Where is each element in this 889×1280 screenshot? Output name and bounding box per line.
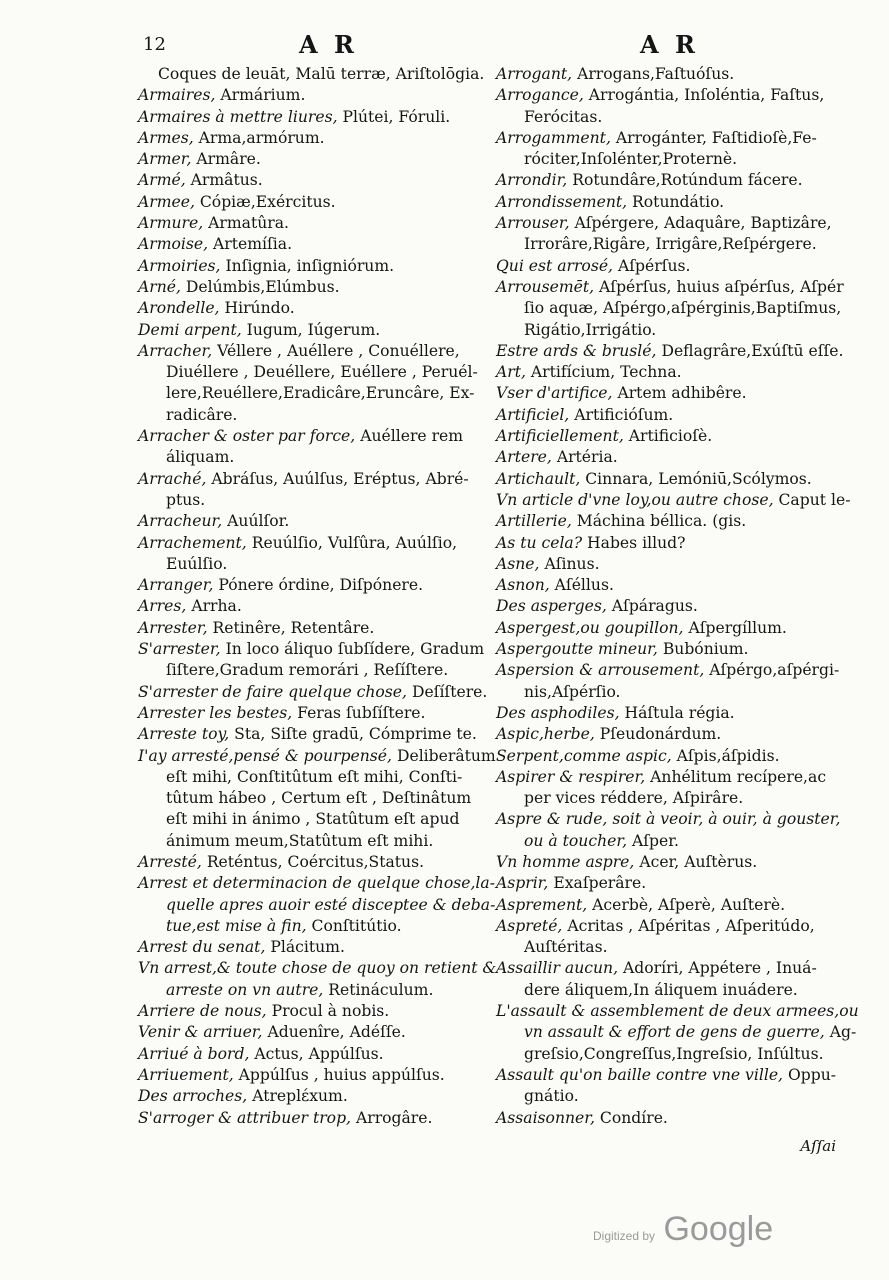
- entry-latin: Delúmbis,Elúmbus.: [180, 277, 340, 296]
- entry-latin: Diuéllere , Deuéllere, Euéllere , Peruél-: [166, 363, 478, 382]
- entry-latin: Plácitum.: [265, 938, 345, 957]
- entry-headword: Asnon,: [496, 576, 550, 595]
- entry-headword: Des asperges,: [496, 597, 607, 616]
- dictionary-entry-line: [496, 170, 846, 191]
- entry-latin: ſio aquæ, Aſpérgo,aſpérginis,Baptiſmus,: [524, 299, 842, 318]
- dictionary-entry-line: [138, 447, 483, 468]
- entry-headword: Armaires à mettre liures,: [138, 107, 338, 126]
- entry-headword: L'assault & assemblement de deux armees,ou: [496, 1002, 859, 1021]
- dictionary-entry-line: [138, 724, 483, 745]
- dictionary-entry-line: [138, 405, 483, 426]
- entry-headword: Arrogance,: [496, 86, 584, 105]
- dictionary-entry-line: [138, 682, 488, 703]
- entry-latin: ptus.: [166, 490, 206, 509]
- entry-latin: Artificióſum.: [569, 405, 674, 424]
- entry-headword: Armes,: [138, 128, 194, 147]
- entry-latin: Plútei, Fóruli.: [337, 107, 451, 126]
- entry-headword: Arrachement,: [138, 533, 247, 552]
- dictionary-entry-line: [138, 128, 483, 149]
- entry-latin: Aſpis,áſpidis.: [671, 746, 780, 765]
- entry-latin: Appúlſus , huius appúlſus.: [233, 1065, 445, 1084]
- dictionary-entry-line: [138, 703, 483, 724]
- entry-headword: Arné,: [138, 277, 181, 296]
- entry-headword: Arraché,: [138, 469, 207, 488]
- entry-headword: Arondelle,: [138, 299, 220, 318]
- entry-latin: Deſíſtere.: [406, 682, 488, 701]
- dictionary-entry-line: [496, 490, 851, 511]
- entry-latin: In loco áliquo ſubſídere, Gradum: [220, 640, 485, 659]
- entry-latin: Artemíſia.: [208, 235, 293, 254]
- entry-headword: Artificiel,: [496, 405, 570, 424]
- entry-headword: Armé,: [138, 171, 186, 190]
- entry-headword: S'arrester,: [138, 640, 221, 659]
- dictionary-entry-line: [138, 426, 483, 447]
- entry-latin: Coques de leuāt, Malū terræ, Ariſtolōgia.: [158, 65, 485, 83]
- entry-headword: Art,: [496, 363, 526, 382]
- entry-headword: Des arroches,: [138, 1087, 248, 1106]
- entry-headword: S'arrester de faire quelque chose,: [138, 682, 407, 701]
- entry-headword: Arrouser,: [496, 214, 570, 233]
- entry-latin: Cinnara, Lemóniū,Scólymos.: [580, 469, 812, 488]
- entry-latin: Euúlſio.: [166, 554, 228, 573]
- entry-headword: Armure,: [138, 214, 204, 233]
- dictionary-entry-line: [138, 767, 483, 788]
- dictionary-entry-line: [496, 1065, 846, 1086]
- dictionary-entry-line: [138, 213, 483, 234]
- dictionary-entry-line: [138, 511, 483, 532]
- entry-headword: Aspic,herbe,: [496, 725, 595, 744]
- entry-latin: Adoríri, Appétere , Inuá-: [618, 959, 817, 978]
- dictionary-entry-line: [138, 596, 483, 617]
- entry-latin: Deflagrâre,Exúſtū eſſe.: [656, 341, 844, 360]
- entry-headword: Aspreté,: [496, 916, 563, 935]
- entry-headword: Aspergest,ou goupillon,: [496, 618, 684, 637]
- entry-latin: Reténtus, Coércitus,Status.: [201, 852, 425, 871]
- entry-latin: Auéllere rem: [355, 427, 464, 446]
- entry-headword: Aspirer & respirer,: [496, 767, 646, 786]
- dictionary-entry-line: [496, 533, 846, 554]
- entry-latin: Arrha.: [186, 597, 242, 616]
- entry-headword: quelle apres auoir esté disceptee & deba-: [166, 895, 496, 914]
- entry-latin: Habes illud?: [582, 533, 686, 552]
- entry-latin: Retináculum.: [323, 980, 434, 999]
- dictionary-entry-line: [496, 128, 846, 149]
- entry-latin: Arrogâre.: [351, 1108, 433, 1127]
- entry-latin: ánimum meum,Statûtum eſt mihi.: [166, 831, 434, 850]
- dictionary-entry-line: [496, 660, 846, 681]
- entry-headword: I'ay arresté,pensé & pourpensé,: [138, 746, 392, 765]
- dictionary-entry-line: [138, 809, 483, 830]
- entry-headword: Arrogamment,: [496, 128, 611, 147]
- entry-headword: Armer,: [138, 150, 192, 169]
- entry-latin: Retinêre, Retentâre.: [207, 618, 375, 637]
- entry-latin: Aſpérgere, Adaquâre, Baptizâre,: [569, 214, 832, 233]
- entry-headword: Asne,: [496, 554, 540, 573]
- dictionary-entry-line: [496, 320, 846, 341]
- dictionary-entry-line: [496, 1001, 859, 1022]
- entry-latin: áliquam.: [166, 448, 235, 467]
- entry-latin: Aſpérſus, huius aſpérſus, Aſpér: [594, 277, 844, 296]
- dictionary-entry-line: [496, 469, 846, 490]
- entry-latin: Aſinus.: [539, 554, 600, 573]
- entry-headword: Arrondissement,: [496, 192, 628, 211]
- dictionary-entry-line: [496, 682, 846, 703]
- entry-headword: Arrousemēt,: [496, 277, 595, 296]
- entry-latin: Ag-: [824, 1023, 857, 1042]
- running-header-left: A R: [299, 30, 358, 59]
- entry-headword: Qui est arrosé,: [496, 256, 614, 275]
- entry-latin: Anhélitum recípere,ac: [645, 767, 827, 786]
- dictionary-entry-line: [496, 277, 846, 298]
- entry-latin: Arma,armórum.: [193, 128, 325, 147]
- dictionary-entry-line: [496, 873, 846, 894]
- running-header-right: A R: [640, 30, 699, 59]
- entry-latin: gnátio.: [524, 1087, 579, 1106]
- dictionary-entry-line: [496, 1022, 857, 1043]
- entry-headword: Arresté,: [138, 852, 202, 871]
- dictionary-entry-line: [138, 341, 483, 362]
- entry-latin: Atreplέxum.: [247, 1087, 348, 1106]
- entry-latin: eſt mihi in ánimo , Statûtum eſt apud: [166, 810, 460, 829]
- entry-headword: Artificiellement,: [496, 427, 624, 446]
- dictionary-entry-line: [496, 916, 846, 937]
- entry-latin: Inſignia, inſigniórum.: [220, 256, 395, 275]
- entry-headword: Asprement,: [496, 895, 588, 914]
- entry-latin: Sta, Siſte gradū, Cómprime te.: [229, 725, 477, 744]
- entry-headword: Artillerie,: [496, 512, 572, 531]
- entry-headword: S'arroger & attribuer trop,: [138, 1108, 352, 1127]
- dictionary-entry-line: [138, 320, 483, 341]
- entry-headword: Artichault,: [496, 469, 581, 488]
- entry-latin: ſiſtere,Gradum remorári , Reſíſtere.: [166, 661, 449, 680]
- entry-latin: Aſper.: [627, 831, 679, 850]
- dictionary-entry-line: [496, 575, 846, 596]
- entry-headword: Assault qu'on baille contre vne ville,: [496, 1065, 784, 1084]
- dictionary-entry-line: [496, 1044, 846, 1065]
- entry-latin: Rotundátio.: [627, 192, 725, 211]
- dictionary-entry-line: [138, 533, 483, 554]
- entry-latin: Aduenîre, Adéſſe.: [262, 1023, 406, 1042]
- entry-headword: Arrester les bestes,: [138, 703, 293, 722]
- dictionary-entry-line: [496, 298, 846, 319]
- entry-latin: Artem adhibêre.: [612, 384, 747, 403]
- entry-headword: Armoise,: [138, 235, 209, 254]
- entry-latin: nis,Aſpérſio.: [524, 682, 621, 701]
- entry-headword: Estre ards & bruslé,: [496, 341, 657, 360]
- entry-latin: Armárium.: [215, 86, 306, 105]
- dictionary-entry-line: [496, 426, 846, 447]
- entry-headword: Armee,: [138, 192, 195, 211]
- entry-latin: Bubónium.: [657, 640, 749, 659]
- entry-latin: Auſtéritas.: [524, 938, 608, 957]
- dictionary-entry-line: [496, 809, 846, 830]
- dictionary-entry-line: [496, 639, 846, 660]
- dictionary-entry-line: [138, 873, 495, 894]
- dictionary-entry-line: [138, 1001, 483, 1022]
- dictionary-entry-line: [496, 724, 846, 745]
- dictionary-entry-line: [496, 64, 846, 85]
- entry-latin: Procul à nobis.: [266, 1002, 390, 1021]
- entry-headword: Aspersion & arrousement,: [496, 661, 705, 680]
- entry-headword: ou à toucher,: [524, 831, 628, 850]
- dictionary-entry-line: [138, 277, 483, 298]
- dictionary-entry-line: [496, 618, 846, 639]
- dictionary-entry-line: [138, 554, 483, 575]
- entry-latin: Armâre.: [191, 150, 261, 169]
- entry-headword: Arrester,: [138, 618, 208, 637]
- dictionary-entry-line: [138, 746, 496, 767]
- dictionary-entry-line: [496, 703, 846, 724]
- entry-latin: Hirúndo.: [219, 299, 295, 318]
- entry-latin: Háſtula régia.: [619, 703, 735, 722]
- entry-latin: Pónere órdine, Diſpónere.: [213, 576, 424, 595]
- dictionary-entry-line: [138, 618, 483, 639]
- entry-headword: Arriué à bord,: [138, 1044, 250, 1063]
- dictionary-entry-line: [138, 298, 483, 319]
- entry-latin: Aſpergíllum.: [683, 618, 787, 637]
- entry-headword: Vn arrest,& toute chose de quoy on retient &: [138, 959, 497, 978]
- entry-latin: Caput le-: [773, 490, 851, 509]
- entry-latin: Iugum, Iúgerum.: [241, 320, 381, 339]
- digitized-label: Digitized by: [593, 1229, 656, 1243]
- entry-headword: Assaisonner,: [496, 1108, 595, 1127]
- dictionary-entry-line: [138, 64, 483, 85]
- entry-headword: Demi arpent,: [138, 320, 242, 339]
- dictionary-entry-line: [138, 852, 483, 873]
- dictionary-entry-line: [138, 916, 483, 937]
- dictionary-entry-line: [496, 852, 846, 873]
- catchword: Aſſai: [800, 1137, 836, 1155]
- entry-headword: Arracher & oster par force,: [138, 427, 356, 446]
- dictionary-entry-line: [496, 980, 846, 1001]
- entry-latin: Auúlſor.: [222, 512, 290, 531]
- dictionary-entry-line: [138, 362, 483, 383]
- entry-latin: Actus, Appúlſus.: [249, 1044, 384, 1063]
- dictionary-entry-line: [496, 937, 846, 958]
- dictionary-entry-line: [496, 788, 846, 809]
- entry-latin: Aſpáragus.: [606, 597, 698, 616]
- dictionary-entry-line: [496, 511, 846, 532]
- dictionary-entry-line: [138, 639, 483, 660]
- entry-latin: Artificioſè.: [623, 427, 713, 446]
- dictionary-entry-line: [138, 660, 483, 681]
- entry-latin: Aſpérgo,aſpérgi-: [704, 661, 840, 680]
- entry-latin: Deliberâtum: [392, 746, 496, 765]
- entry-headword: As tu cela?: [496, 533, 583, 552]
- entry-latin: Conſtitútio.: [306, 916, 402, 935]
- entry-headword: Assaillir aucun,: [496, 959, 619, 978]
- dictionary-entry-line: [496, 341, 846, 362]
- entry-latin: Acritas , Aſpéritas , Aſperitúdo,: [562, 916, 815, 935]
- entry-latin: Acerbè, Aſperè, Auſterè.: [587, 895, 786, 914]
- dictionary-entry-line: [138, 788, 483, 809]
- dictionary-entry-line: [496, 831, 846, 852]
- entry-latin: Ferócitas.: [524, 107, 603, 126]
- entry-latin: Arrogans,Faſtuóſus.: [572, 65, 735, 83]
- dictionary-entry-line: [138, 1108, 483, 1129]
- dictionary-entry-line: [496, 1108, 846, 1129]
- entry-latin: Artéria.: [551, 448, 618, 467]
- dictionary-entry-line: [496, 958, 846, 979]
- entry-latin: róciter,Inſolénter,Proternè.: [524, 150, 738, 169]
- dictionary-entry-line: [496, 767, 846, 788]
- entry-latin: Oppu-: [783, 1065, 837, 1084]
- entry-headword: Arrest et determinacion de quelque chose,la-: [138, 874, 495, 893]
- entry-latin: radicâre.: [166, 405, 238, 424]
- dictionary-entry-line: [496, 405, 846, 426]
- dictionary-entry-line: [138, 149, 483, 170]
- entry-headword: Asprir,: [496, 874, 549, 893]
- dictionary-entry-line: [138, 85, 483, 106]
- dictionary-entry-line: [496, 192, 846, 213]
- entry-latin: Cópiæ,Exércitus.: [194, 192, 336, 211]
- dictionary-entry-line: [496, 362, 846, 383]
- entry-latin: Rotundâre,Rotúndum fácere.: [567, 171, 803, 190]
- dictionary-entry-line: [138, 937, 483, 958]
- entry-headword: Arriere de nous,: [138, 1002, 267, 1021]
- dictionary-entry-line: [496, 107, 846, 128]
- entry-latin: Reuúlſio, Vulſûra, Auúlſio,: [246, 533, 458, 552]
- dictionary-entry-line: [138, 831, 483, 852]
- entry-latin: Véllere , Auéllere , Conuéllere,: [212, 341, 460, 360]
- entry-headword: arreste on vn autre,: [166, 980, 324, 999]
- entry-headword: tue,est mise à fin,: [166, 916, 307, 935]
- entry-latin: Exaſperâre.: [548, 874, 647, 893]
- entry-headword: Armaires,: [138, 86, 216, 105]
- dictionary-entry-line: [138, 1022, 483, 1043]
- entry-latin: Armâtus.: [185, 171, 263, 190]
- dictionary-entry-line: [138, 256, 483, 277]
- dictionary-entry-line: [496, 234, 846, 255]
- entry-latin: per vices réddere, Aſpirâre.: [524, 789, 744, 808]
- entry-latin: Artifícium, Techna.: [525, 363, 682, 382]
- entry-headword: vn assault & effort de gens de guerre,: [524, 1023, 825, 1042]
- dictionary-entry-line: [138, 383, 483, 404]
- dictionary-entry-line: [138, 107, 483, 128]
- entry-latin: Aſéllus.: [549, 576, 614, 595]
- entry-headword: Vn homme aspre,: [496, 852, 635, 871]
- entry-headword: Arriuement,: [138, 1065, 234, 1084]
- dictionary-entry-line: [496, 746, 846, 767]
- entry-headword: Arranger,: [138, 576, 214, 595]
- dictionary-entry-line: [496, 895, 846, 916]
- dictionary-entry-line: [496, 256, 846, 277]
- dictionary-entry-line: [138, 170, 483, 191]
- entry-headword: Vn article d'vne loy,ou autre chose,: [496, 490, 774, 509]
- entry-latin: Feras ſubſíſtere.: [292, 703, 426, 722]
- entry-headword: Arreste toy,: [138, 725, 230, 744]
- entry-latin: Arrogántia, Inſoléntia, Faſtus,: [583, 86, 825, 105]
- dictionary-entry-line: [496, 447, 846, 468]
- entry-latin: greſsio,Congreſſus,Ingreſsio, Inſúltus.: [524, 1044, 824, 1063]
- entry-latin: Pſeudonárdum.: [594, 725, 722, 744]
- entry-headword: Des asphodiles,: [496, 703, 620, 722]
- entry-headword: Arracheur,: [138, 512, 223, 531]
- entry-latin: lere,Reuéllere,Eradicâre,Eruncâre, Ex-: [166, 384, 475, 403]
- dictionary-entry-line: [138, 958, 497, 979]
- entry-headword: Arrest du senat,: [138, 938, 266, 957]
- entry-headword: Aspre & rude, soit à veoir, à ouir, à gouster,: [496, 810, 841, 829]
- dictionary-entry-line: [496, 149, 846, 170]
- dictionary-entry-line: [496, 596, 846, 617]
- dictionary-entry-line: [138, 490, 483, 511]
- entry-latin: dere áliquem,In áliquem inuádere.: [524, 980, 798, 999]
- dictionary-column-right: [496, 64, 859, 1129]
- entry-latin: Rigátio,Irrigátio.: [524, 320, 657, 339]
- dictionary-entry-line: [138, 980, 483, 1001]
- entry-headword: Arres,: [138, 597, 187, 616]
- entry-latin: Acer, Auſtèrus.: [634, 852, 758, 871]
- entry-headword: Armoiries,: [138, 256, 221, 275]
- dictionary-entry-line: [496, 1086, 846, 1107]
- entry-latin: Arrogánter, Faſtidioſè,Fe-: [610, 128, 817, 147]
- dictionary-entry-line: [496, 554, 846, 575]
- dictionary-entry-line: [138, 1086, 483, 1107]
- dictionary-entry-line: [138, 575, 483, 596]
- entry-headword: Arrogant,: [496, 65, 573, 83]
- entry-headword: Vser d'artifice,: [496, 384, 613, 403]
- dictionary-entry-line: [496, 85, 846, 106]
- entry-latin: tûtum hábeo , Certum eſt , Deſtinâtum: [166, 789, 472, 808]
- dictionary-entry-line: [138, 192, 483, 213]
- entry-headword: Aspergoutte mineur,: [496, 640, 658, 659]
- dictionary-entry-line: [138, 234, 483, 255]
- dictionary-column-left: [138, 64, 497, 1129]
- dictionary-entry-line: [138, 895, 496, 916]
- dictionary-entry-line: [138, 1065, 483, 1086]
- dictionary-entry-line: [138, 469, 483, 490]
- entry-latin: eſt mihi, Conſtitûtum eſt mihi, Conſti-: [166, 767, 463, 786]
- dictionary-entry-line: [138, 1044, 483, 1065]
- google-logo: Google: [663, 1210, 774, 1248]
- entry-latin: Condíre.: [594, 1108, 668, 1127]
- entry-latin: Aſpérſus.: [613, 256, 691, 275]
- entry-headword: Venir & arriuer,: [138, 1023, 263, 1042]
- digitized-watermark: [593, 1210, 773, 1249]
- entry-latin: Irrorâre,Rigâre, Irrigâre,Reſpérgere.: [524, 235, 817, 254]
- entry-headword: Serpent,comme aspic,: [496, 746, 672, 765]
- dictionary-entry-line: [496, 383, 846, 404]
- entry-latin: Máchina béllica. (gis.: [571, 512, 747, 531]
- entry-headword: Arracher,: [138, 341, 213, 360]
- entry-headword: Artere,: [496, 448, 552, 467]
- entry-latin: Armatûra.: [203, 214, 289, 233]
- page-number: 12: [143, 34, 166, 55]
- entry-headword: Arrondir,: [496, 171, 568, 190]
- dictionary-entry-line: [496, 213, 846, 234]
- entry-latin: Abráſus, Auúlſus, Eréptus, Abré-: [206, 469, 469, 488]
